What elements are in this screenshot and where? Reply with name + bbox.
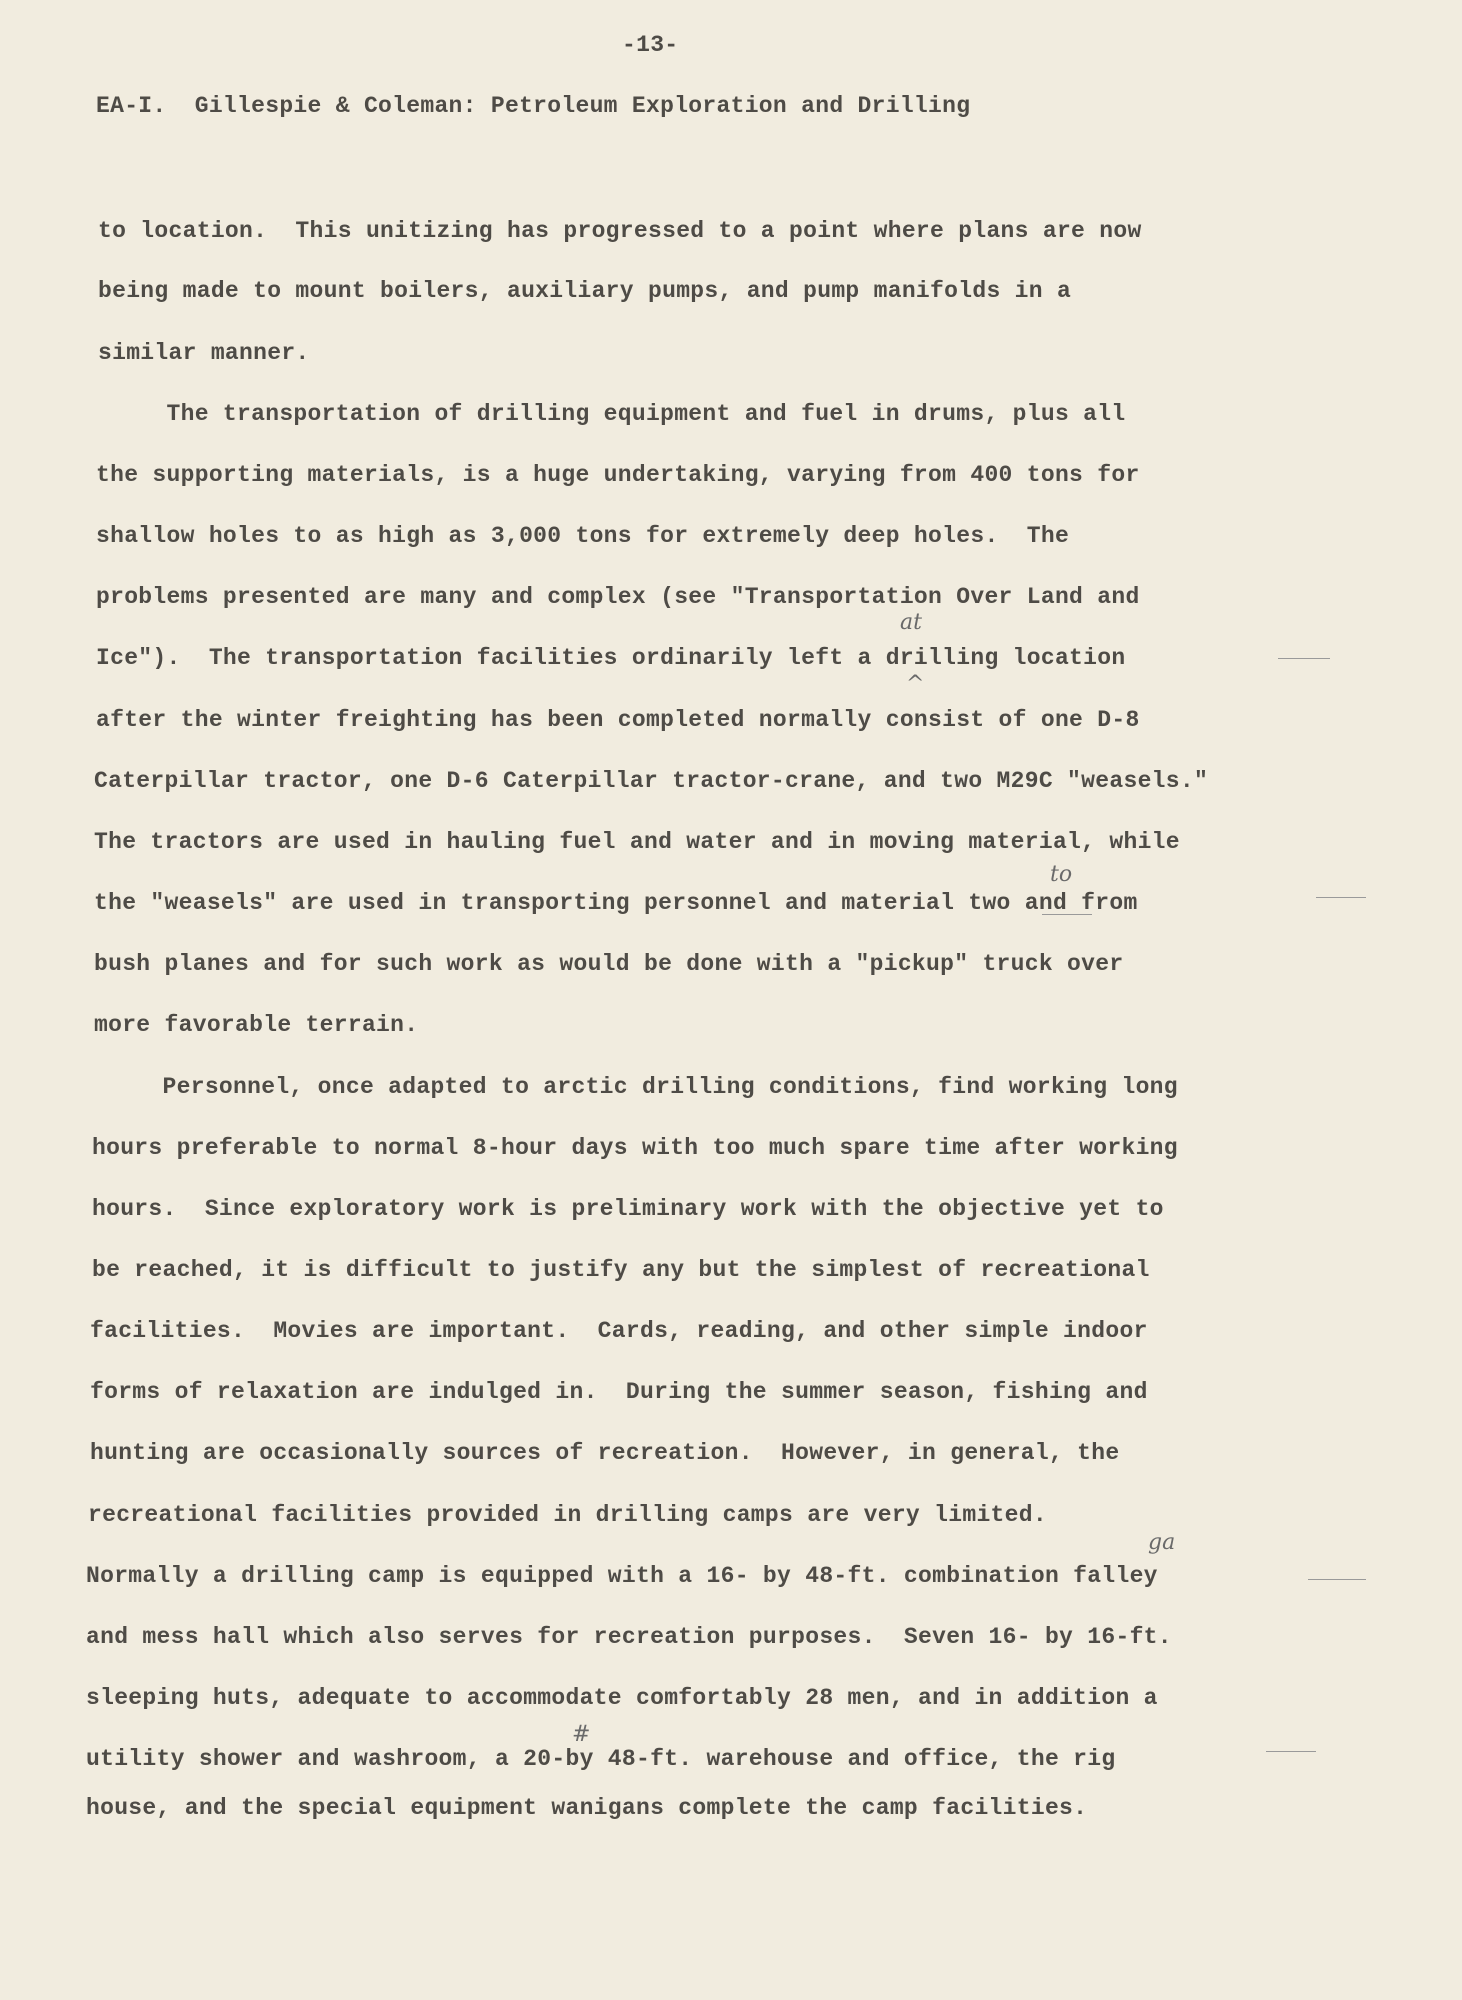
text-line: more favorable terrain. (94, 1012, 419, 1038)
text-line: Caterpillar tractor, one D-6 Caterpillar tractor-crane, and two M29C "weasels." (94, 768, 1209, 794)
text-line: similar manner. (98, 340, 310, 366)
text-line: utility shower and washroom, a 20-by 48-ft. warehouse and office, the rig (86, 1746, 1116, 1772)
text-line: be reached, it is difficult to justify any but the simplest of recreational (92, 1257, 1150, 1283)
text-line: hours preferable to normal 8-hour days with too much spare time after working (92, 1135, 1178, 1161)
margin-tick (1266, 1751, 1316, 1752)
text-line: after the winter freighting has been completed normally consist of one D-8 (96, 707, 1140, 733)
text-line: Personnel, once adapted to arctic drilling conditions, find working long (92, 1074, 1178, 1100)
margin-tick (1308, 1579, 1366, 1580)
handwritten-at: at (900, 610, 922, 635)
handwritten-caret: ^ (906, 672, 925, 697)
text-line: The transportation of drilling equipment and fuel in drums, plus all (96, 401, 1126, 427)
text-line: and mess hall which also serves for recreation purposes. Seven 16- by 16-ft. (86, 1624, 1172, 1650)
running-head: EA-I. Gillespie & Coleman: Petroleum Exploration and Drilling (96, 93, 971, 119)
text-line: hunting are occasionally sources of recreation. However, in general, the (90, 1440, 1120, 1466)
text-line: the supporting materials, is a huge undertaking, varying from 400 tons for (96, 462, 1140, 488)
text-line: sleeping huts, adequate to accommodate comfortably 28 men, and in addition a (86, 1685, 1158, 1711)
text-line: forms of relaxation are indulged in. During the summer season, fishing and (90, 1379, 1148, 1405)
page-number: -13- (622, 32, 679, 58)
text-line: Ice"). The transportation facilities ordinarily left a drilling location (96, 645, 1126, 671)
text-line: Normally a drilling camp is equipped with a 16- by 48-ft. combination falley (86, 1563, 1158, 1589)
text-line: being made to mount boilers, auxiliary pumps, and pump manifolds in a (98, 278, 1072, 304)
text-line: The tractors are used in hauling fuel and water and in moving material, while (94, 829, 1180, 855)
text-line: hours. Since exploratory work is preliminary work with the objective yet to (92, 1196, 1164, 1222)
handwritten-ga: ga (1148, 1530, 1176, 1555)
text-line: facilities. Movies are important. Cards, reading, and other simple indoor (90, 1318, 1148, 1344)
handwritten-hash: # (572, 1722, 591, 1747)
text-line: to location. This unitizing has progressed to a point where plans are now (98, 218, 1142, 244)
text-line: problems presented are many and complex (see "Transportation Over Land and (96, 584, 1140, 610)
text-line: the "weasels" are used in transporting personnel and material two and from (94, 890, 1138, 916)
margin-tick (1278, 658, 1330, 659)
underline-mark (1042, 914, 1092, 915)
text-line: bush planes and for such work as would be done with a "pickup" truck over (94, 951, 1124, 977)
text-line: recreational facilities provided in drilling camps are very limited. (88, 1502, 1047, 1528)
text-line: house, and the special equipment wanigans complete the camp facilities. (86, 1795, 1088, 1821)
text-line: shallow holes to as high as 3,000 tons for extremely deep holes. The (96, 523, 1070, 549)
handwritten-to: to (1050, 862, 1073, 887)
margin-tick (1316, 897, 1366, 898)
